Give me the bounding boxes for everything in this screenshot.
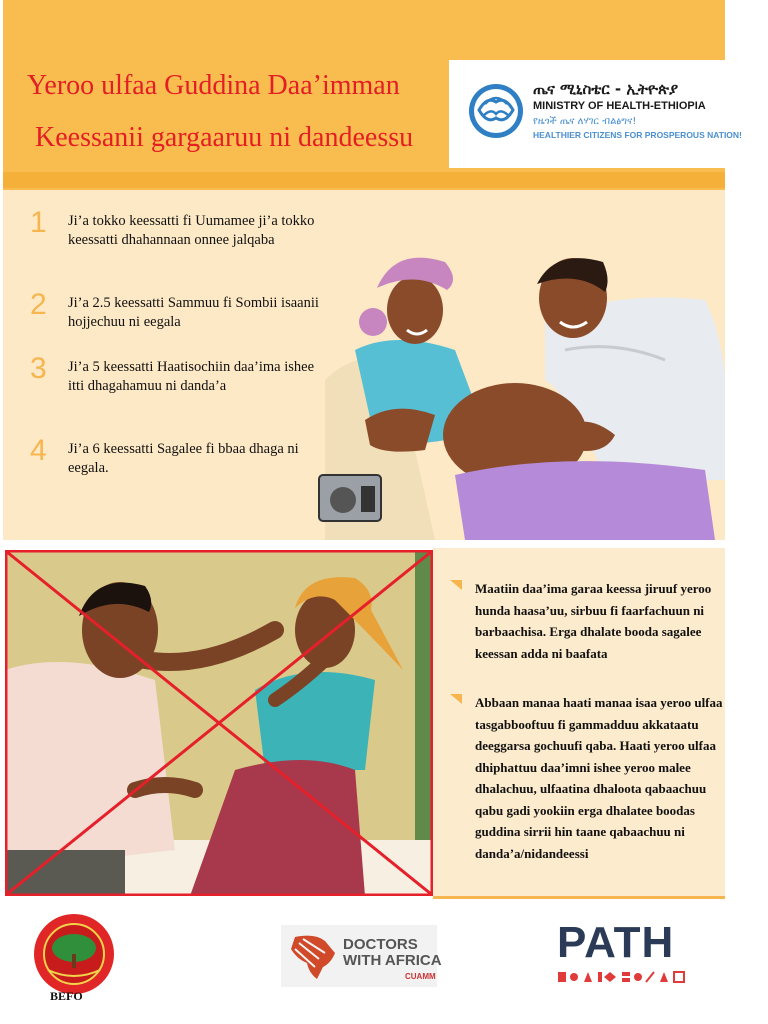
page-title-line1: Yeroo ulfaa Guddina Daa’imman <box>27 70 400 101</box>
ministry-logo-box <box>449 60 742 168</box>
dwa-name-line2: WITH AFRICA <box>343 952 442 969</box>
africa-map-icon <box>285 933 339 981</box>
befo-label: BEFO <box>50 989 83 1003</box>
path-logo-pattern-icon <box>558 970 688 984</box>
triangle-bullet-icon <box>450 694 462 704</box>
domestic-conflict-illustration <box>5 550 433 896</box>
advice-panel-underline <box>433 896 725 899</box>
ministry-emblem-icon <box>467 80 525 142</box>
advice-text: Abbaan manaa haati manaa isaa yeroo ulfaa tasgabbooftuu fi gammadduu akkataatu deeggarsa gochuufi qaba. Haati yeroo ulfaa dhiphattuu daa’imni ishee yeroo malee dhalachuu, ulfaatina dhaloota qabaachuu qabu gadi yookiin erga dhalatee boodas guddina sirrii hin taane qabaachuu ni danda’a/nidandeessi <box>475 695 723 861</box>
dwa-name-line3: CUAMM <box>405 972 436 981</box>
stage-number: 2 <box>30 288 47 321</box>
stage-number: 1 <box>30 206 47 239</box>
advice-text: Maatiin daa’ima garaa keessa jiruuf yeroo hunda haasa’uu, sirbuu fi faarfachuun ni barbaachisa. Erga dhalate booda sagalee keessan adda ni baafata <box>475 581 712 661</box>
stage-text: Ji’a 5 keessatti Haatisochiin daa’ima ishee itti dhagahamuu ni danda’a <box>68 359 315 394</box>
ministry-motto-amharic: የዜጎች ጤና ለሃገር ብልፅግና! <box>533 116 637 127</box>
ministry-name-amharic: ጤና ሚኒስቴር - ኢትዮጵያ <box>533 80 679 98</box>
ministry-name-english: MINISTRY OF HEALTH-ETHIOPIA <box>533 100 706 112</box>
pregnant-couple-illustration <box>315 240 725 540</box>
stage-text: Ji’a tokko keessatti fi Uumamee ji’a tokko keessatti dhahannaan onnee jalqaba <box>68 213 315 248</box>
stage-text: Ji’a 2.5 keessatti Sammuu fi Sombii isaanii hojjechuu ni eegala <box>68 295 319 330</box>
dwa-name-line1: DOCTORS <box>343 936 418 953</box>
stage-text: Ji’a 6 keessatti Sagalee fi bbaa dhaga ni eegala. <box>68 441 299 476</box>
header-strip <box>3 172 725 188</box>
page-title-line2: Keessanii gargaaruu ni dandeessu <box>35 122 414 153</box>
stage-number: 4 <box>30 434 47 467</box>
stage-number: 3 <box>30 352 47 385</box>
ministry-motto-english: HEALTHIER CITIZENS FOR PROSPEROUS NATION! <box>533 130 742 140</box>
path-logo-text: PATH <box>557 918 675 967</box>
triangle-bullet-icon <box>450 580 462 590</box>
